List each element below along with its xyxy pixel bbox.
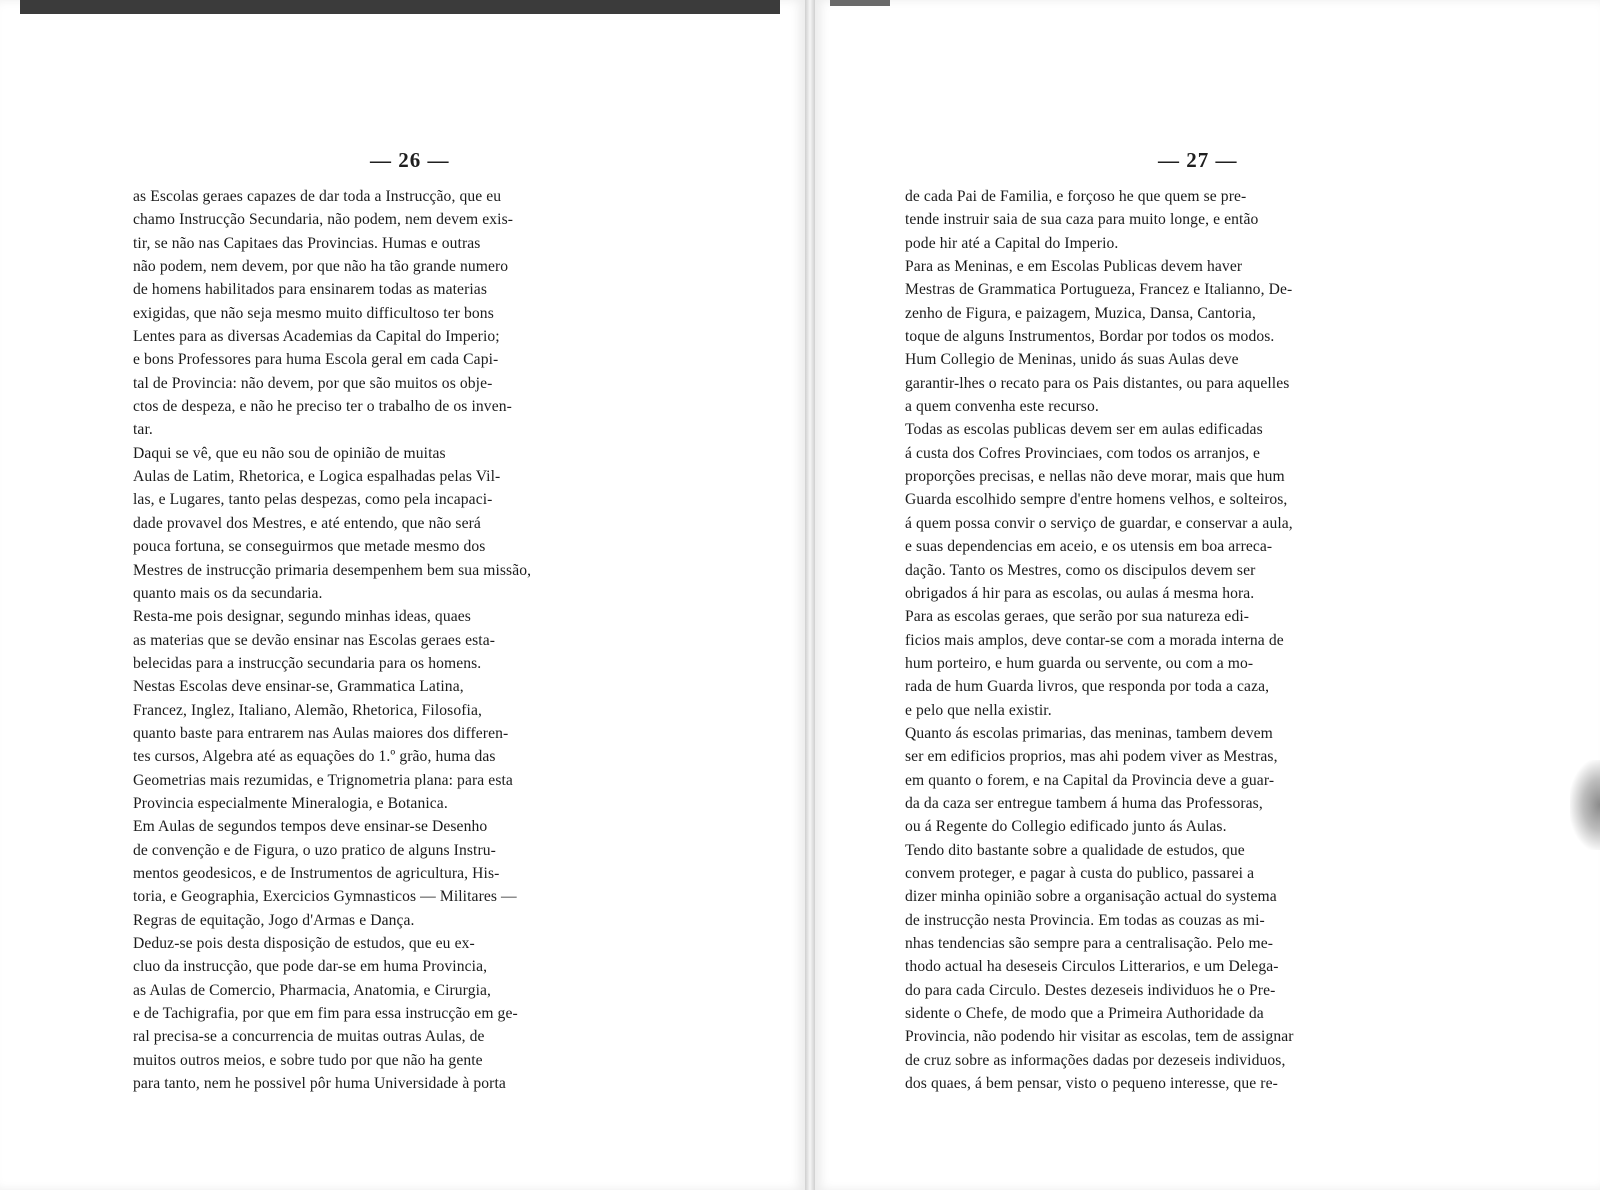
text-line: em quanto o forem, e na Capital da Provincia deve a guar-	[905, 771, 1275, 789]
text-line: dade provavel dos Mestres, e até entendo, que não será	[133, 514, 481, 532]
text-line: Para as Meninas, e em Escolas Publicas devem haver	[905, 258, 1243, 276]
text-line: ral precisa-se a concurrencia de muitas outras Aulas, de	[133, 1028, 485, 1046]
text-line: Regras de equitação, Jogo d'Armas e Dança.	[133, 911, 415, 929]
scan-edge-mark	[830, 0, 890, 6]
text-line: mentos geodesicos, e de Instrumentos de agricultura, His-	[133, 864, 500, 882]
text-line: pode hir até a Capital do Imperio.	[905, 234, 1119, 252]
text-line: convem proteger, e pagar à custa do publico, passarei a	[905, 864, 1255, 882]
text-line: belecidas para a instrucção secundaria para os homens.	[133, 654, 482, 672]
text-line: as materias que se devão ensinar nas Escolas geraes esta-	[133, 631, 496, 649]
text-line: e de Tachigrafia, por que em fim para essa instrucção em ge-	[133, 1005, 518, 1023]
text-line: exigidas, que não seja mesmo muito difficultoso ter bons	[133, 304, 494, 322]
text-line: e bons Professores para huma Escola geral em cada Capi-	[133, 351, 499, 369]
text-line: chamo Instrucção Secundaria, não podem, nem devem exis-	[133, 211, 514, 229]
text-line: de cada Pai de Familia, e forçoso he que quem se pre-	[905, 188, 1247, 205]
text-line: dação. Tanto os Mestres, como os discipulos devem ser	[905, 561, 1256, 579]
text-line: las, e Lugares, tanto pelas despezas, como pela incapaci-	[133, 491, 493, 509]
text-line: tende instruir saia de sua caza para muito longe, e então	[905, 211, 1259, 229]
book-gutter	[805, 0, 815, 1190]
text-line: garantir-lhes o recato para os Pais distantes, ou para aquelles	[905, 374, 1290, 392]
right-page	[815, 0, 1600, 1190]
text-line: a quem convenha este recurso.	[905, 398, 1099, 416]
text-line: á custa dos Cofres Provinciaes, com todos os arranjos, e	[905, 444, 1261, 462]
left-page-text	[133, 185, 681, 1095]
scan-edge-shadow	[20, 0, 780, 14]
text-line: tar.	[133, 421, 153, 439]
text-line: não podem, nem devem, por que não ha tão grande numero	[133, 258, 509, 276]
text-line: cluo da instrucção, que pode dar-se em huma Provincia,	[133, 958, 488, 976]
text-line: Para as escolas geraes, que serão por sua natureza edi-	[905, 608, 1250, 626]
text-line: do para cada Circulo. Destes dezeseis individuos he o Pre-	[905, 981, 1276, 999]
text-line: Provincia, não podendo hir visitar as escolas, tem de assignar	[905, 1028, 1294, 1046]
text-line: toria, e Geographia, Exercicios Gymnasticos — Militares —	[133, 888, 517, 906]
text-line: Lentes para as diversas Academias da Capital do Imperio;	[133, 328, 500, 346]
text-line: tal de Provincia: não devem, por que são muitos os obje-	[133, 374, 493, 392]
text-line: ctos de despeza, e não he preciso ter o trabalho de os inven-	[133, 398, 512, 416]
text-line: tes cursos, Algebra até as equações do 1.º grão, huma das	[133, 748, 496, 766]
text-line: á quem possa convir o serviço de guardar, e conservar a aula,	[905, 514, 1293, 532]
text-line: tir, se não nas Capitaes das Provincias. Humas e outras	[133, 234, 481, 252]
text-line: de instrucção nesta Provincia. Em todas as couzas as mi-	[905, 911, 1265, 929]
text-line: quanto baste para entrarem nas Aulas maiores dos differen-	[133, 724, 509, 742]
text-line: Geometrias mais rezumidas, e Trignometria plana: para esta	[133, 771, 513, 789]
text-line: rada de hum Guarda livros, que responda por toda a caza,	[905, 678, 1270, 696]
text-line: de convenção e de Figura, o uzo pratico de alguns Instru-	[133, 841, 496, 859]
text-line: Quanto ás escolas primarias, das meninas, tambem devem	[905, 724, 1273, 742]
text-line: proporções precisas, e nellas não deve morar, mais que hum	[905, 468, 1285, 486]
text-line: Mestras de Grammatica Portugueza, Francez e Italianno, De-	[905, 281, 1293, 299]
text-line: zenho de Figura, e paizagem, Muzica, Dansa, Cantoria,	[905, 304, 1256, 322]
text-line: pouca fortuna, se conseguirmos que metade mesmo dos	[133, 538, 486, 556]
text-line: dizer minha opinião sobre a organisação actual do systema	[905, 888, 1277, 906]
text-line: de homens habilitados para ensinarem todas as materias	[133, 281, 487, 299]
text-line: Nestas Escolas deve ensinar-se, Grammatica Latina,	[133, 678, 464, 696]
text-line: ficios mais amplos, deve contar-se com a morada interna de	[905, 631, 1284, 649]
text-line: nhas tendencias são sempre para a centralisação. Pelo me-	[905, 935, 1274, 952]
text-line: thodo actual ha deseseis Circulos Litterarios, e um Delega-	[905, 958, 1279, 976]
right-page-text	[905, 185, 1453, 1095]
text-line: Guarda escolhido sempre d'entre homens velhos, e solteiros,	[905, 491, 1288, 509]
text-line: Mestres de instrucção primaria desempenhem bem sua missão,	[133, 561, 532, 579]
text-line: Deduz-se pois desta disposição de estudos, que eu ex-	[133, 935, 475, 952]
page-edge-stain	[1570, 760, 1600, 850]
text-line: Tendo dito bastante sobre a qualidade de estudos, que	[905, 841, 1245, 859]
text-line: Aulas de Latim, Rhetorica, e Logica espalhadas pelas Vil-	[133, 468, 501, 486]
text-line: de cruz sobre as informações dadas por dezeseis individuos,	[905, 1051, 1286, 1069]
text-line: ser em edificios proprios, mas ahi podem viver as Mestras,	[905, 748, 1278, 766]
text-line: ou á Regente do Collegio edificado junto ás Aulas.	[905, 818, 1227, 836]
text-line: da da caza ser entregue tambem á huma das Professoras,	[905, 794, 1263, 812]
text-line: e pelo que nella existir.	[905, 701, 1052, 719]
text-line: muitos outros meios, e sobre tudo por que não ha gente	[133, 1051, 483, 1069]
text-line: Francez, Inglez, Italiano, Alemão, Rhetorica, Filosofia,	[133, 701, 482, 719]
text-line: Hum Collegio de Meninas, unido ás suas Aulas deve	[905, 351, 1239, 369]
page-number-left: — 26 —	[370, 148, 450, 172]
text-line: Em Aulas de segundos tempos deve ensinar-se Desenho	[133, 818, 488, 836]
text-line: e suas dependencias em aceio, e os utensis em boa arreca-	[905, 538, 1273, 556]
text-line: hum porteiro, e hum guarda ou servente, ou com a mo-	[905, 654, 1254, 672]
text-line: sidente o Chefe, de modo que a Primeira Authoridade da	[905, 1005, 1264, 1023]
text-line: quanto mais os da secundaria.	[133, 584, 323, 602]
text-line: toque de alguns Instrumentos, Bordar por todos os modos.	[905, 328, 1275, 346]
text-line: Todas as escolas publicas devem ser em aulas edificadas	[905, 421, 1263, 439]
text-line: as Aulas de Comercio, Pharmacia, Anatomia, e Cirurgia,	[133, 981, 492, 999]
text-line: Resta-me pois designar, segundo minhas ideas, quaes	[133, 608, 471, 626]
text-line: as Escolas geraes capazes de dar toda a Instrucção, que eu	[133, 188, 502, 205]
text-line: Provincia especialmente Mineralogia, e Botanica.	[133, 794, 448, 812]
text-line: Daqui se vê, que eu não sou de opinião de muitas	[133, 444, 446, 462]
text-line: dos quaes, á bem pensar, visto o pequeno interesse, que re-	[905, 1075, 1278, 1093]
text-line: obrigados á hir para as escolas, ou aulas á mesma hora.	[905, 584, 1255, 602]
text-line: para tanto, nem he possivel pôr huma Universidade à porta	[133, 1075, 506, 1093]
page-number-right: — 27 —	[1158, 148, 1238, 172]
